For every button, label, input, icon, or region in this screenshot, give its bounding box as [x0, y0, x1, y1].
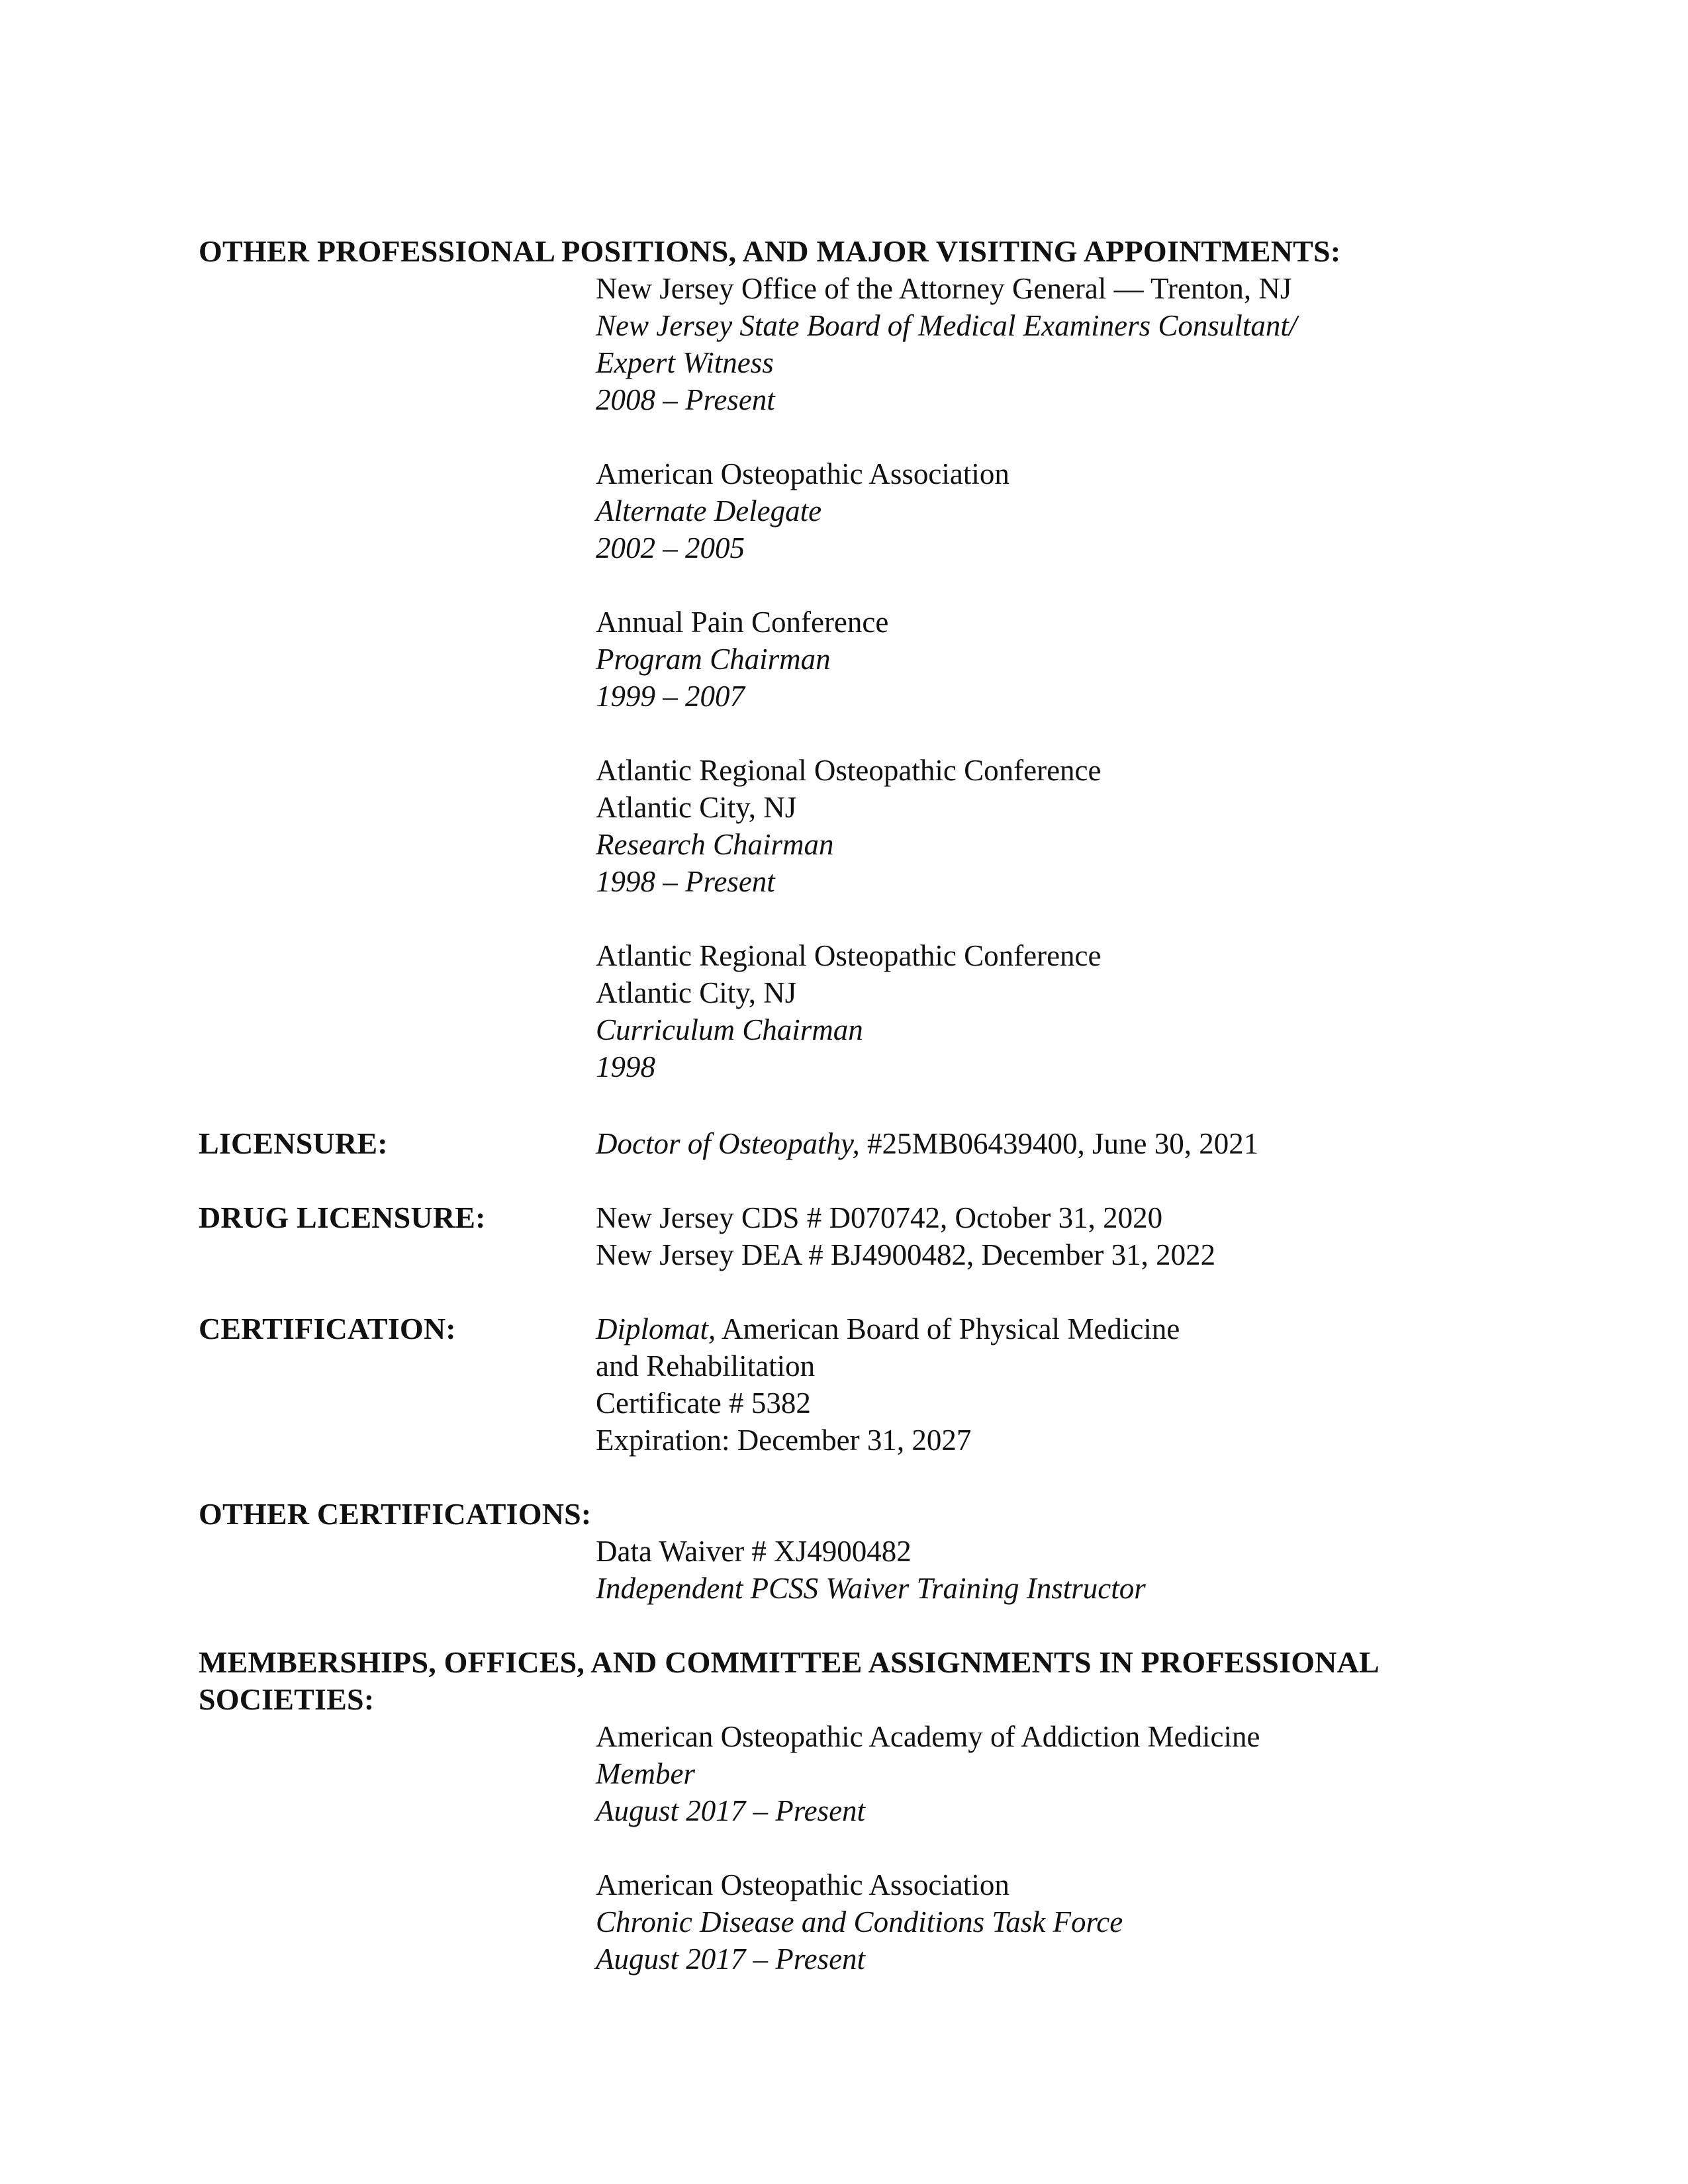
drug-licensure-entry	[596, 1199, 1215, 1273]
position-role: New Jersey State Board of Medical Examiners Consultant/	[596, 309, 1297, 342]
licensure-entry	[596, 1125, 1258, 1162]
section-heading-drug-licensure: DRUG LICENSURE:	[199, 1201, 486, 1234]
position-dates: 1999 – 2007	[596, 680, 745, 713]
section-heading-other-positions: OTHER PROFESSIONAL POSITIONS, AND MAJOR VISITING APPOINTMENTS:	[199, 234, 1341, 268]
licensure-detail: #25MB06439400, June 30, 2021	[859, 1127, 1259, 1160]
data-waiver: Data Waiver # XJ4900482	[596, 1535, 912, 1568]
section-heading-memberships: MEMBERSHIPS, OFFICES, AND COMMITTEE ASSIGNMENTS IN PROFESSIONAL	[199, 1645, 1380, 1679]
position-org: American Osteopathic Association	[596, 457, 1009, 490]
position-dates: 2002 – 2005	[596, 531, 745, 565]
position-org: New Jersey Office of the Attorney General — Trenton, NJ	[596, 272, 1292, 305]
position-entry	[596, 455, 1009, 567]
membership-role: Chronic Disease and Conditions Task Force	[596, 1905, 1123, 1938]
position-dates: 1998	[596, 1050, 655, 1083]
position-location: Atlantic City, NJ	[596, 976, 797, 1009]
drug-license-cds: New Jersey CDS # D070742, October 31, 2020	[596, 1201, 1163, 1234]
membership-dates: August 2017 – Present	[596, 1794, 866, 1827]
section-heading-licensure: LICENSURE:	[199, 1126, 388, 1160]
section-heading-other-certifications: OTHER CERTIFICATIONS:	[199, 1497, 592, 1531]
position-role-continued: Expert Witness	[596, 346, 774, 379]
certificate-expiration: Expiration: December 31, 2027	[596, 1424, 972, 1457]
section-heading-certification: CERTIFICATION:	[199, 1312, 456, 1345]
position-entry	[596, 752, 1101, 900]
section-heading-memberships-continued: SOCIETIES:	[199, 1682, 375, 1716]
membership-entry	[596, 1718, 1260, 1829]
certification-entry	[596, 1310, 1180, 1459]
position-entry	[596, 937, 1101, 1085]
certification-line	[596, 1310, 1180, 1347]
position-dates: 1998 – Present	[596, 865, 775, 898]
certification-board-continued: and Rehabilitation	[596, 1349, 816, 1383]
certificate-number: Certificate # 5382	[596, 1387, 811, 1420]
membership-org: American Osteopathic Academy of Addiction Medicine	[596, 1720, 1260, 1753]
position-org: Annual Pain Conference	[596, 606, 889, 639]
position-org: Atlantic Regional Osteopathic Conference	[596, 754, 1102, 787]
position-role: Curriculum Chairman	[596, 1013, 863, 1046]
membership-entry	[596, 1866, 1123, 1978]
waiver-instructor: Independent PCSS Waiver Training Instructor	[596, 1572, 1146, 1605]
position-role: Program Chairman	[596, 643, 831, 676]
position-role: Alternate Delegate	[596, 494, 822, 527]
other-certification-entry	[596, 1533, 1146, 1607]
licensure-title: Doctor of Osteopathy,	[596, 1127, 860, 1160]
position-role: Research Chairman	[596, 828, 834, 861]
licensure-line	[596, 1125, 1258, 1162]
membership-role: Member	[596, 1757, 695, 1790]
membership-dates: August 2017 – Present	[596, 1942, 866, 1976]
position-entry	[596, 270, 1297, 418]
membership-org: American Osteopathic Association	[596, 1868, 1009, 1901]
certification-board: American Board of Physical Medicine	[716, 1312, 1180, 1345]
position-location: Atlantic City, NJ	[596, 791, 797, 824]
certification-title: Diplomat,	[596, 1312, 716, 1345]
position-entry	[596, 604, 888, 715]
position-org: Atlantic Regional Osteopathic Conference	[596, 939, 1102, 972]
drug-license-dea: New Jersey DEA # BJ4900482, December 31, 2022	[596, 1238, 1216, 1271]
position-dates: 2008 – Present	[596, 383, 775, 416]
